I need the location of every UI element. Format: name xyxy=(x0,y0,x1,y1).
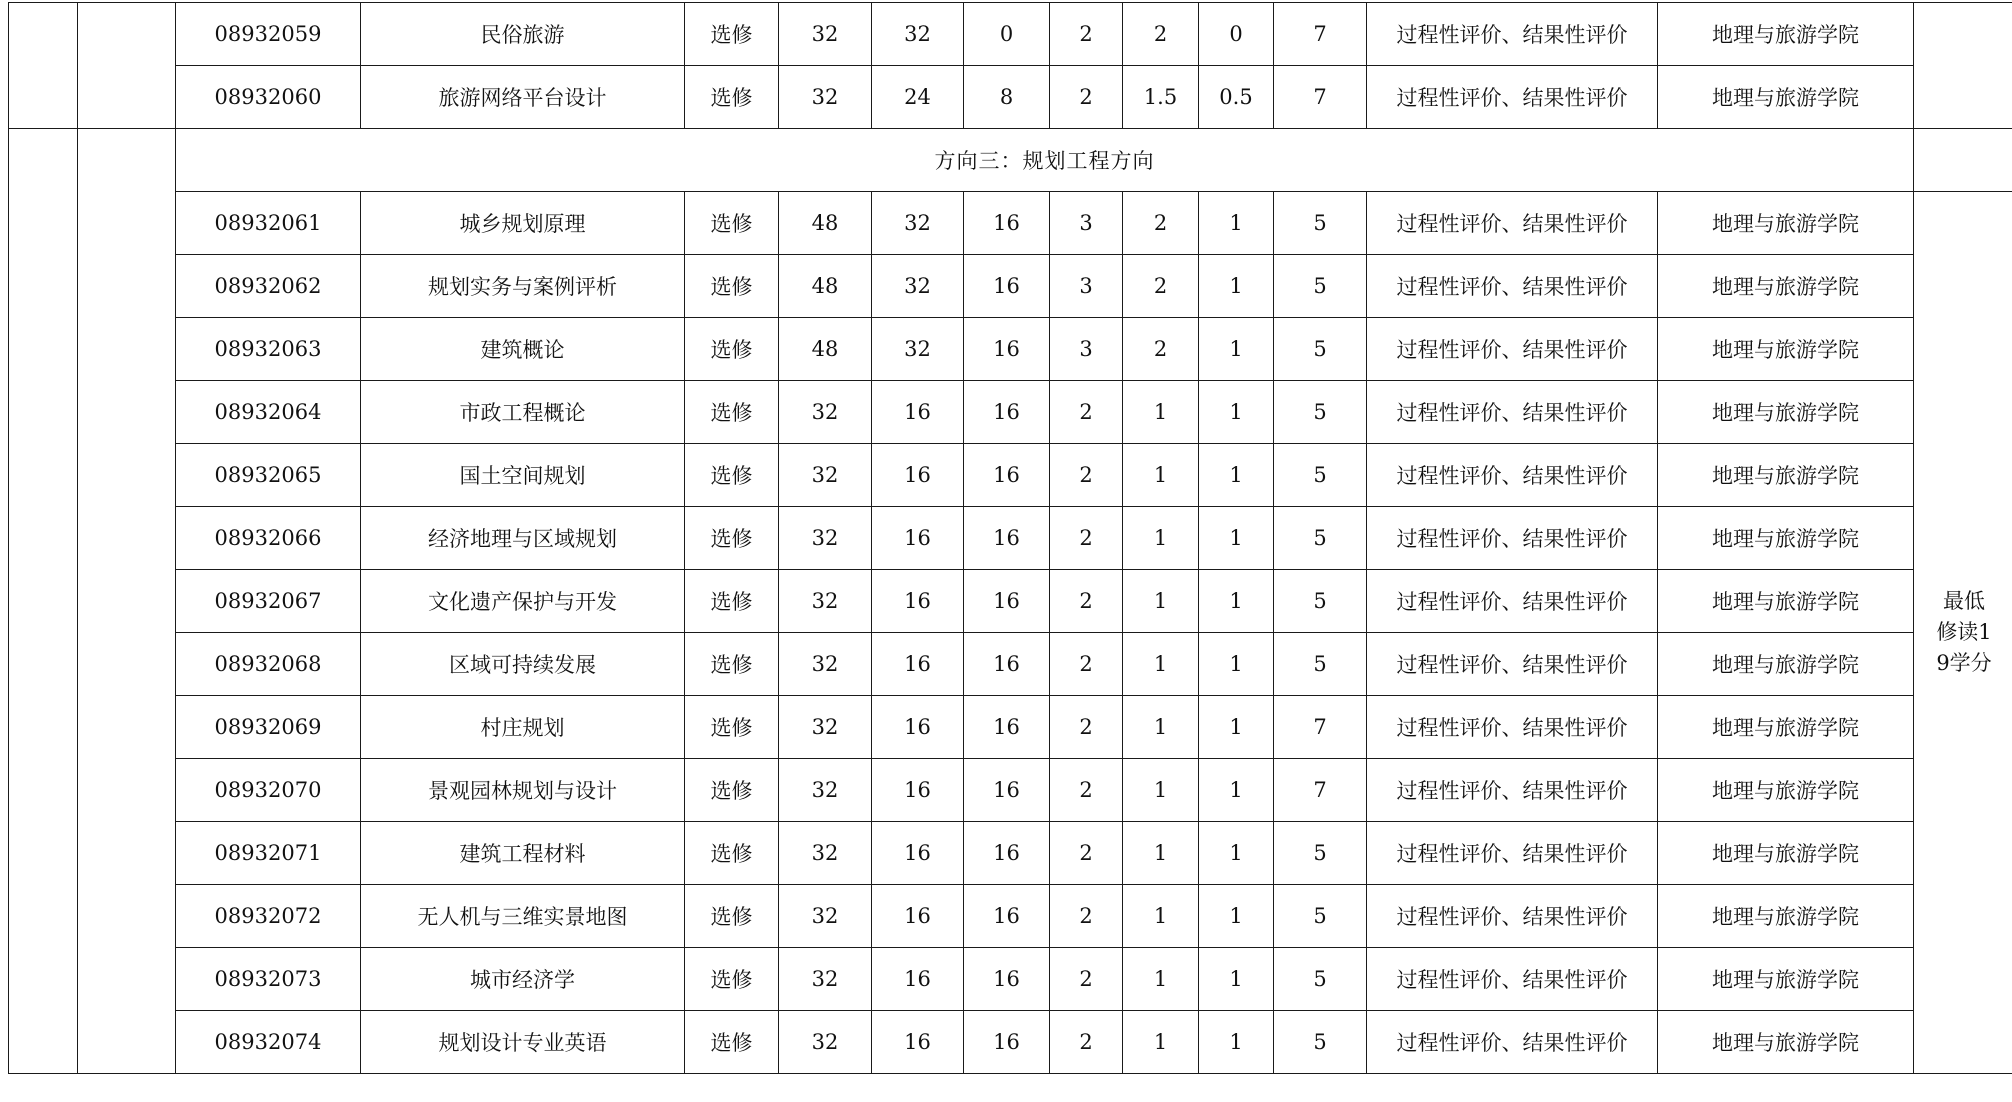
course-name-cell: 村庄规划 xyxy=(361,696,685,759)
theory-hours-cell: 16 xyxy=(872,1011,964,1074)
theory-credits-cell: 1 xyxy=(1123,822,1199,885)
theory-credits-cell: 1 xyxy=(1123,381,1199,444)
section-header-row xyxy=(9,129,2012,192)
theory-credits-cell: 1 xyxy=(1123,1011,1199,1074)
total-hours-cell: 48 xyxy=(779,255,872,318)
semester-cell: 7 xyxy=(1274,696,1367,759)
semester-cell: 5 xyxy=(1274,318,1367,381)
college-cell: 地理与旅游学院 xyxy=(1658,759,1914,822)
course-type-cell: 选修 xyxy=(685,192,779,255)
course-code-cell: 08932071 xyxy=(176,822,361,885)
theory-credits-cell: 1 xyxy=(1123,696,1199,759)
course-code-cell: 08932064 xyxy=(176,381,361,444)
practice-credits-cell: 1 xyxy=(1199,885,1274,948)
semester-cell: 5 xyxy=(1274,885,1367,948)
practice-credits-cell: 1 xyxy=(1199,318,1274,381)
practice-hours-cell: 16 xyxy=(964,696,1050,759)
table-row xyxy=(9,885,2012,948)
practice-credits-cell: 1 xyxy=(1199,570,1274,633)
practice-hours-cell: 16 xyxy=(964,507,1050,570)
practice-credits-cell: 0 xyxy=(1199,3,1274,66)
college-cell: 地理与旅游学院 xyxy=(1658,822,1914,885)
assessment-cell: 过程性评价、结果性评价 xyxy=(1367,3,1658,66)
assessment-cell: 过程性评价、结果性评价 xyxy=(1367,822,1658,885)
total-hours-cell: 32 xyxy=(779,66,872,129)
theory-credits-cell: 1 xyxy=(1123,633,1199,696)
course-name-cell: 民俗旅游 xyxy=(361,3,685,66)
course-code-cell: 08932070 xyxy=(176,759,361,822)
table-row xyxy=(9,192,2012,255)
table-row xyxy=(9,444,2012,507)
course-code-cell: 08932061 xyxy=(176,192,361,255)
assessment-cell: 过程性评价、结果性评价 xyxy=(1367,1011,1658,1074)
theory-hours-cell: 16 xyxy=(872,885,964,948)
total-hours-cell: 32 xyxy=(779,1011,872,1074)
theory-hours-cell: 16 xyxy=(872,948,964,1011)
semester-cell: 7 xyxy=(1274,3,1367,66)
semester-cell: 5 xyxy=(1274,570,1367,633)
theory-credits-cell: 2 xyxy=(1123,192,1199,255)
assessment-cell: 过程性评价、结果性评价 xyxy=(1367,759,1658,822)
theory-hours-cell: 16 xyxy=(872,822,964,885)
credits-cell: 2 xyxy=(1050,507,1123,570)
credit-requirement-note xyxy=(1914,192,2012,1074)
course-code-cell: 08932074 xyxy=(176,1011,361,1074)
total-hours-cell: 32 xyxy=(779,570,872,633)
total-hours-cell: 48 xyxy=(779,192,872,255)
practice-credits-cell: 1 xyxy=(1199,822,1274,885)
semester-cell: 5 xyxy=(1274,1011,1367,1074)
college-cell: 地理与旅游学院 xyxy=(1658,66,1914,129)
theory-hours-cell: 16 xyxy=(872,696,964,759)
course-type-cell: 选修 xyxy=(685,255,779,318)
credits-cell: 3 xyxy=(1050,255,1123,318)
practice-credits-cell: 1 xyxy=(1199,633,1274,696)
table-row xyxy=(9,633,2012,696)
semester-cell: 5 xyxy=(1274,948,1367,1011)
semester-cell: 5 xyxy=(1274,192,1367,255)
table-row xyxy=(9,507,2012,570)
course-code-cell: 08932073 xyxy=(176,948,361,1011)
empty-cell xyxy=(9,129,78,1074)
empty-cell xyxy=(78,129,176,1074)
course-type-cell: 选修 xyxy=(685,948,779,1011)
total-hours-cell: 32 xyxy=(779,885,872,948)
practice-hours-cell: 16 xyxy=(964,192,1050,255)
college-cell: 地理与旅游学院 xyxy=(1658,192,1914,255)
credits-cell: 2 xyxy=(1050,66,1123,129)
assessment-cell: 过程性评价、结果性评价 xyxy=(1367,318,1658,381)
theory-credits-cell: 1 xyxy=(1123,885,1199,948)
credits-cell: 2 xyxy=(1050,759,1123,822)
college-cell: 地理与旅游学院 xyxy=(1658,696,1914,759)
table-row xyxy=(9,570,2012,633)
table-body xyxy=(9,3,2012,1074)
semester-cell: 5 xyxy=(1274,444,1367,507)
table-row xyxy=(9,66,2012,129)
course-name-cell: 旅游网络平台设计 xyxy=(361,66,685,129)
theory-hours-cell: 16 xyxy=(872,570,964,633)
note-cell-empty xyxy=(1914,3,2012,129)
practice-credits-cell: 1 xyxy=(1199,507,1274,570)
course-code-cell: 08932067 xyxy=(176,570,361,633)
theory-hours-cell: 16 xyxy=(872,633,964,696)
total-hours-cell: 32 xyxy=(779,633,872,696)
college-cell: 地理与旅游学院 xyxy=(1658,3,1914,66)
assessment-cell: 过程性评价、结果性评价 xyxy=(1367,948,1658,1011)
course-code-cell: 08932059 xyxy=(176,3,361,66)
practice-hours-cell: 16 xyxy=(964,822,1050,885)
course-name-cell: 国土空间规划 xyxy=(361,444,685,507)
college-cell: 地理与旅游学院 xyxy=(1658,570,1914,633)
table-row xyxy=(9,318,2012,381)
course-name-cell: 市政工程概论 xyxy=(361,381,685,444)
college-cell: 地理与旅游学院 xyxy=(1658,381,1914,444)
course-code-cell: 08932072 xyxy=(176,885,361,948)
empty-cell xyxy=(9,3,78,129)
practice-credits-cell: 1 xyxy=(1199,948,1274,1011)
practice-credits-cell: 1 xyxy=(1199,696,1274,759)
semester-cell: 7 xyxy=(1274,66,1367,129)
college-cell: 地理与旅游学院 xyxy=(1658,255,1914,318)
assessment-cell: 过程性评价、结果性评价 xyxy=(1367,633,1658,696)
theory-hours-cell: 24 xyxy=(872,66,964,129)
college-cell: 地理与旅游学院 xyxy=(1658,885,1914,948)
semester-cell: 5 xyxy=(1274,633,1367,696)
assessment-cell: 过程性评价、结果性评价 xyxy=(1367,444,1658,507)
semester-cell: 5 xyxy=(1274,255,1367,318)
college-cell: 地理与旅游学院 xyxy=(1658,1011,1914,1074)
semester-cell: 5 xyxy=(1274,381,1367,444)
credits-cell: 3 xyxy=(1050,192,1123,255)
course-name-cell: 文化遗产保护与开发 xyxy=(361,570,685,633)
course-type-cell: 选修 xyxy=(685,507,779,570)
table-row xyxy=(9,696,2012,759)
practice-credits-cell: 0.5 xyxy=(1199,66,1274,129)
course-name-cell: 景观园林规划与设计 xyxy=(361,759,685,822)
course-name-cell: 城乡规划原理 xyxy=(361,192,685,255)
course-name-cell: 无人机与三维实景地图 xyxy=(361,885,685,948)
assessment-cell: 过程性评价、结果性评价 xyxy=(1367,66,1658,129)
course-type-cell: 选修 xyxy=(685,66,779,129)
practice-hours-cell: 16 xyxy=(964,948,1050,1011)
course-type-cell: 选修 xyxy=(685,885,779,948)
course-type-cell: 选修 xyxy=(685,633,779,696)
course-name-cell: 区域可持续发展 xyxy=(361,633,685,696)
empty-cell xyxy=(78,3,176,129)
course-code-cell: 08932069 xyxy=(176,696,361,759)
college-cell: 地理与旅游学院 xyxy=(1658,507,1914,570)
credit-requirement-text: 最低修读19学分 xyxy=(1936,589,1992,675)
credits-cell: 2 xyxy=(1050,696,1123,759)
total-hours-cell: 32 xyxy=(779,444,872,507)
note-cell-empty xyxy=(1914,129,2012,192)
course-code-cell: 08932060 xyxy=(176,66,361,129)
theory-hours-cell: 16 xyxy=(872,507,964,570)
total-hours-cell: 32 xyxy=(779,507,872,570)
course-code-cell: 08932063 xyxy=(176,318,361,381)
course-name-cell: 城市经济学 xyxy=(361,948,685,1011)
credits-cell: 2 xyxy=(1050,885,1123,948)
course-name-cell: 规划实务与案例评析 xyxy=(361,255,685,318)
college-cell: 地理与旅游学院 xyxy=(1658,948,1914,1011)
college-cell: 地理与旅游学院 xyxy=(1658,633,1914,696)
practice-hours-cell: 16 xyxy=(964,381,1050,444)
theory-credits-cell: 1 xyxy=(1123,948,1199,1011)
semester-cell: 7 xyxy=(1274,759,1367,822)
theory-hours-cell: 32 xyxy=(872,318,964,381)
practice-credits-cell: 1 xyxy=(1199,192,1274,255)
semester-cell: 5 xyxy=(1274,507,1367,570)
total-hours-cell: 32 xyxy=(779,948,872,1011)
section-header: 方向三：规划工程方向 xyxy=(176,129,1914,192)
course-name-cell: 规划设计专业英语 xyxy=(361,1011,685,1074)
table-row xyxy=(9,948,2012,1011)
credits-cell: 2 xyxy=(1050,3,1123,66)
course-type-cell: 选修 xyxy=(685,1011,779,1074)
theory-credits-cell: 2 xyxy=(1123,3,1199,66)
table-row xyxy=(9,255,2012,318)
practice-credits-cell: 1 xyxy=(1199,255,1274,318)
course-code-cell: 08932066 xyxy=(176,507,361,570)
course-code-cell: 08932068 xyxy=(176,633,361,696)
assessment-cell: 过程性评价、结果性评价 xyxy=(1367,507,1658,570)
practice-credits-cell: 1 xyxy=(1199,444,1274,507)
credits-cell: 2 xyxy=(1050,633,1123,696)
practice-hours-cell: 16 xyxy=(964,570,1050,633)
course-type-cell: 选修 xyxy=(685,759,779,822)
credits-cell: 3 xyxy=(1050,318,1123,381)
theory-credits-cell: 1 xyxy=(1123,444,1199,507)
total-hours-cell: 48 xyxy=(779,318,872,381)
practice-hours-cell: 16 xyxy=(964,318,1050,381)
course-type-cell: 选修 xyxy=(685,444,779,507)
course-table xyxy=(8,2,2012,1074)
theory-hours-cell: 32 xyxy=(872,255,964,318)
course-name-cell: 建筑概论 xyxy=(361,318,685,381)
practice-hours-cell: 8 xyxy=(964,66,1050,129)
table-row xyxy=(9,1011,2012,1074)
practice-hours-cell: 16 xyxy=(964,1011,1050,1074)
course-type-cell: 选修 xyxy=(685,3,779,66)
credits-cell: 2 xyxy=(1050,381,1123,444)
assessment-cell: 过程性评价、结果性评价 xyxy=(1367,255,1658,318)
practice-credits-cell: 1 xyxy=(1199,1011,1274,1074)
theory-hours-cell: 32 xyxy=(872,192,964,255)
practice-hours-cell: 16 xyxy=(964,633,1050,696)
table-row xyxy=(9,759,2012,822)
college-cell: 地理与旅游学院 xyxy=(1658,444,1914,507)
course-type-cell: 选修 xyxy=(685,570,779,633)
table-row xyxy=(9,381,2012,444)
theory-hours-cell: 16 xyxy=(872,381,964,444)
practice-credits-cell: 1 xyxy=(1199,759,1274,822)
table-row xyxy=(9,822,2012,885)
total-hours-cell: 32 xyxy=(779,3,872,66)
theory-hours-cell: 16 xyxy=(872,444,964,507)
credits-cell: 2 xyxy=(1050,1011,1123,1074)
theory-credits-cell: 1 xyxy=(1123,507,1199,570)
total-hours-cell: 32 xyxy=(779,822,872,885)
course-name-cell: 建筑工程材料 xyxy=(361,822,685,885)
credits-cell: 2 xyxy=(1050,444,1123,507)
theory-credits-cell: 1 xyxy=(1123,570,1199,633)
assessment-cell: 过程性评价、结果性评价 xyxy=(1367,696,1658,759)
practice-hours-cell: 16 xyxy=(964,255,1050,318)
practice-credits-cell: 1 xyxy=(1199,381,1274,444)
course-code-cell: 08932065 xyxy=(176,444,361,507)
assessment-cell: 过程性评价、结果性评价 xyxy=(1367,192,1658,255)
table-row xyxy=(9,3,2012,66)
theory-hours-cell: 32 xyxy=(872,3,964,66)
theory-credits-cell: 1 xyxy=(1123,759,1199,822)
practice-hours-cell: 0 xyxy=(964,3,1050,66)
practice-hours-cell: 16 xyxy=(964,444,1050,507)
assessment-cell: 过程性评价、结果性评价 xyxy=(1367,885,1658,948)
credits-cell: 2 xyxy=(1050,570,1123,633)
credits-cell: 2 xyxy=(1050,948,1123,1011)
course-type-cell: 选修 xyxy=(685,318,779,381)
course-type-cell: 选修 xyxy=(685,696,779,759)
course-code-cell: 08932062 xyxy=(176,255,361,318)
assessment-cell: 过程性评价、结果性评价 xyxy=(1367,570,1658,633)
practice-hours-cell: 16 xyxy=(964,759,1050,822)
theory-credits-cell: 2 xyxy=(1123,255,1199,318)
credits-cell: 2 xyxy=(1050,822,1123,885)
course-type-cell: 选修 xyxy=(685,381,779,444)
course-type-cell: 选修 xyxy=(685,822,779,885)
theory-credits-cell: 1.5 xyxy=(1123,66,1199,129)
theory-hours-cell: 16 xyxy=(872,759,964,822)
practice-hours-cell: 16 xyxy=(964,885,1050,948)
theory-credits-cell: 2 xyxy=(1123,318,1199,381)
total-hours-cell: 32 xyxy=(779,381,872,444)
college-cell: 地理与旅游学院 xyxy=(1658,318,1914,381)
assessment-cell: 过程性评价、结果性评价 xyxy=(1367,381,1658,444)
course-name-cell: 经济地理与区域规划 xyxy=(361,507,685,570)
total-hours-cell: 32 xyxy=(779,759,872,822)
semester-cell: 5 xyxy=(1274,822,1367,885)
total-hours-cell: 32 xyxy=(779,696,872,759)
